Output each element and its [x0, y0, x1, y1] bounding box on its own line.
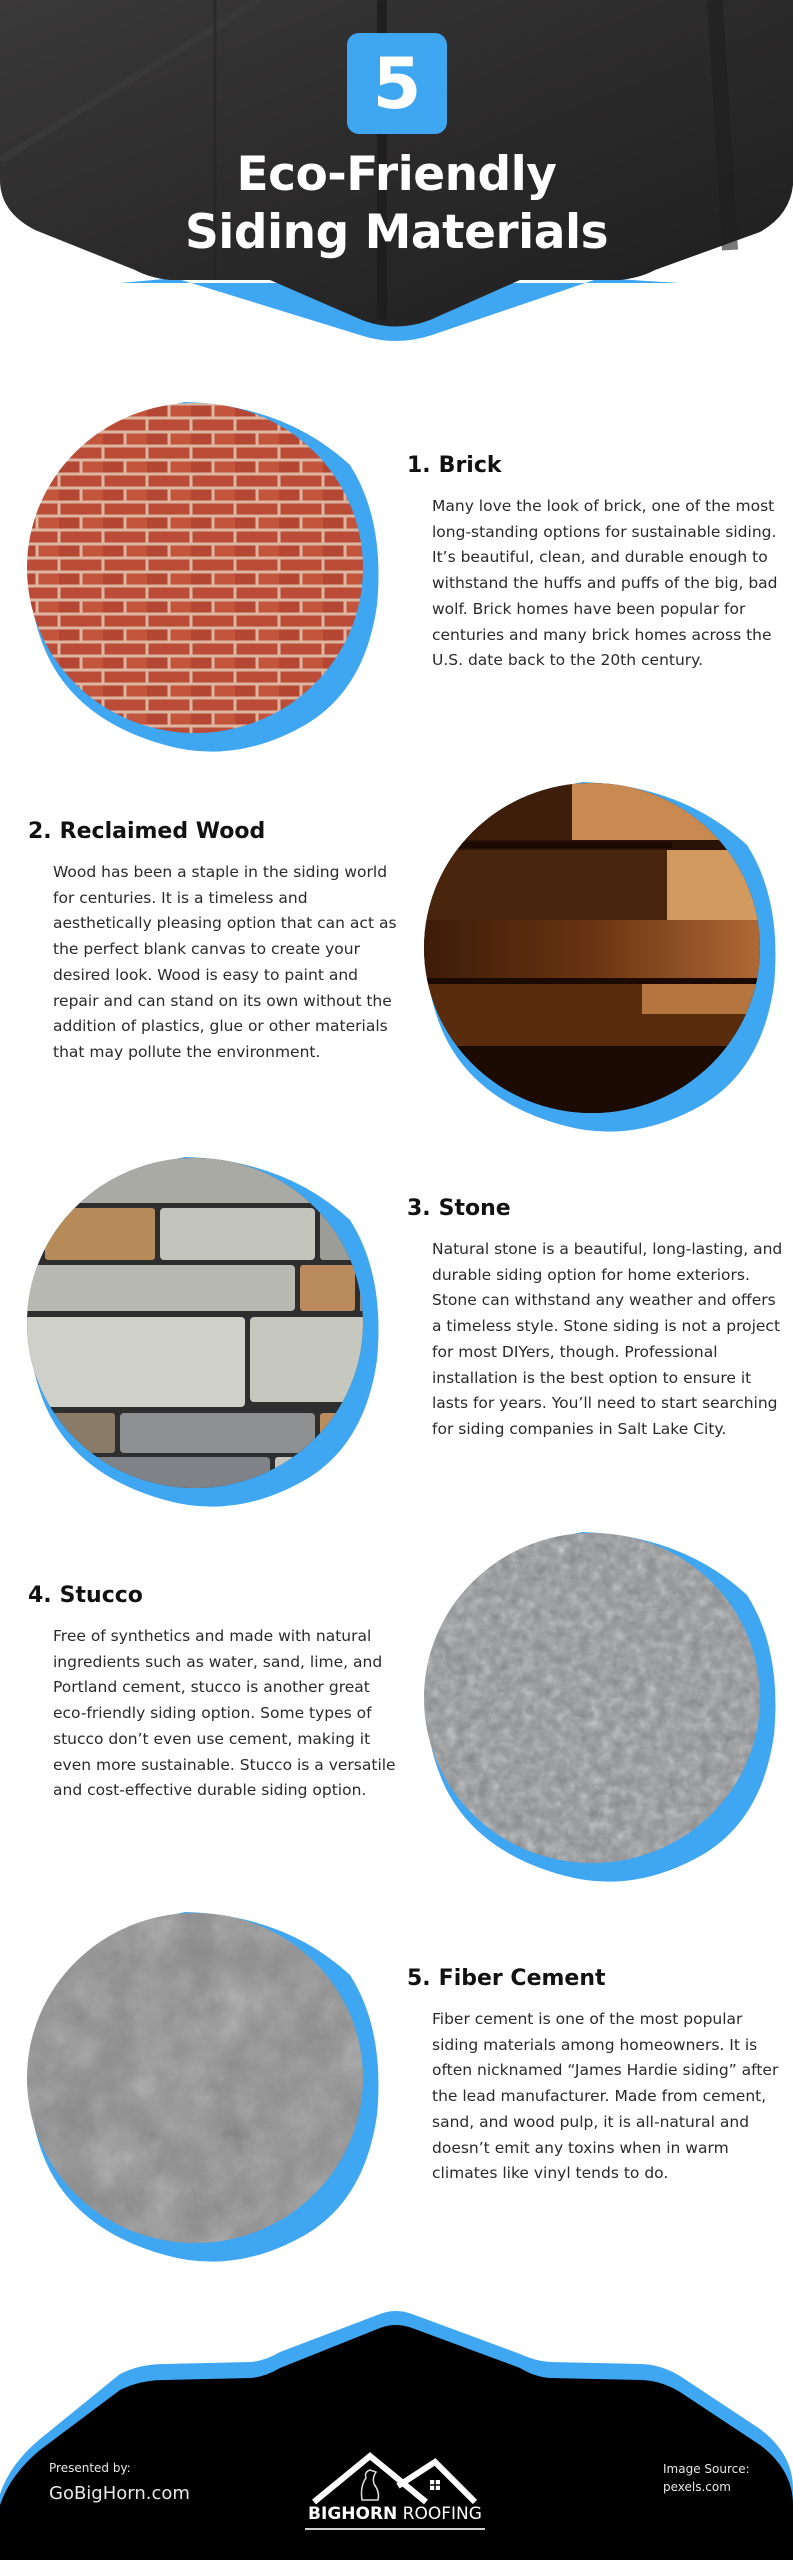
logo-wordmark — [300, 2504, 490, 2524]
brick-image — [15, 390, 385, 760]
source-site-link[interactable]: pexels.com — [663, 2480, 731, 2494]
item-number: 5. — [407, 1966, 431, 1991]
roof-logo-icon — [300, 2448, 490, 2506]
item-number: 3. — [407, 1196, 431, 1221]
item-number: 4. — [28, 1583, 52, 1608]
item-description: Natural stone is a beautiful, long-lasting, and durable siding option for home exteriors. Stone can withstand any weather and offers a timeless style. Stone siding is not a project for most DIYers, though. Professional installation is the best option to ensure it lasts for years. You’ll need to start searching for siding companies in Salt Lake City. — [432, 1240, 783, 1438]
item-number: 1. — [407, 453, 431, 478]
logo-light-text: ROOFING — [397, 2504, 482, 2524]
item-heading — [407, 1195, 787, 1223]
stucco-image — [412, 1520, 782, 1890]
brick-text — [407, 452, 782, 674]
title-line-2: Siding Materials — [184, 205, 609, 260]
item-stone — [0, 1145, 793, 1515]
logo-underline — [305, 2528, 485, 2530]
item-heading — [407, 1965, 787, 1993]
item-title: Stucco — [59, 1583, 143, 1608]
item-heading — [28, 1582, 403, 1610]
presented-label: Presented by: — [49, 2461, 131, 2475]
page-title — [0, 146, 793, 262]
item-title: Stone — [438, 1196, 511, 1221]
item-title: Brick — [438, 453, 502, 478]
item-title: Reclaimed Wood — [59, 819, 266, 844]
stucco-text — [28, 1582, 403, 1804]
fiber-cement-image — [15, 1900, 385, 2270]
presented-by — [49, 2460, 190, 2506]
title-line-1: Eco-Friendly — [236, 147, 557, 202]
item-description: Fiber cement is one of the most popular siding materials among homeowners. It is often nicknamed “James Hardie siding” after the lead manufacturer. Made from cement, sand, and wood pulp, it is all-natural and doesn’t emit any toxins when in warm climates like vinyl tends to do. — [432, 2010, 779, 2183]
bighorn-roofing-logo — [300, 2448, 500, 2544]
item-fiber-cement — [0, 1900, 793, 2280]
wood-image — [412, 770, 782, 1140]
item-description: Free of synthetics and made with natural ingredients such as water, sand, lime, and Portland cement, stucco is another great eco-friendly siding option. Some types of stucco don’t even use cement, making it even more sustainable. Stucco is a versatile and cost-effective durable siding option. — [53, 1627, 396, 1800]
item-description: Many love the look of brick, one of the most long-standing options for sustainable siding. It’s beautiful, clean, and durable enough to withstand the huffs and puffs of the big, bad wolf. Brick homes have been popular for centuries and many brick homes across the U.S. date back to the 20th century. — [432, 497, 778, 670]
item-reclaimed-wood — [0, 770, 793, 1140]
stone-text — [407, 1195, 787, 1443]
footer — [0, 2290, 793, 2560]
stone-image — [15, 1145, 385, 1515]
item-stucco — [0, 1520, 793, 1900]
header-banner — [0, 0, 793, 345]
presented-site-link[interactable]: GoBigHorn.com — [49, 2483, 190, 2504]
item-number: 2. — [28, 819, 52, 844]
item-heading — [407, 452, 782, 480]
wood-text — [28, 818, 398, 1066]
item-description: Wood has been a staple in the siding world for centuries. It is a timeless and aesthetically pleasing option that can act as the perfect blank canvas to create your desired look. Wood is easy to paint and repair and can stand on its own without the addition of plastics, glue or other materials that may pollute the environment. — [53, 863, 397, 1061]
logo-bold-text: BIGHORN — [308, 2504, 398, 2524]
item-title: Fiber Cement — [438, 1966, 606, 1991]
item-heading — [28, 818, 398, 846]
source-label: Image Source: — [663, 2462, 750, 2476]
image-source — [663, 2460, 750, 2496]
item-brick — [0, 390, 793, 760]
count-badge — [347, 33, 447, 134]
badge-number: 5 — [372, 42, 422, 125]
fiber-cement-text — [407, 1965, 787, 2187]
